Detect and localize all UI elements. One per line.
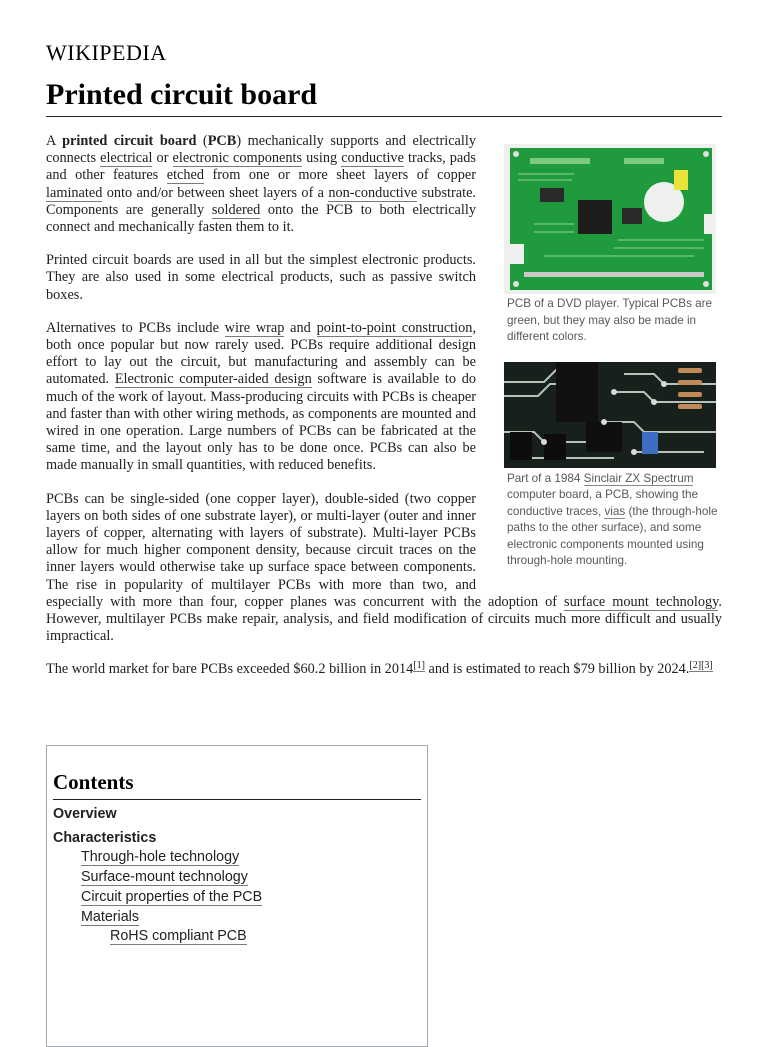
link-laminated[interactable]: laminated [46, 184, 103, 201]
title-divider [46, 116, 722, 117]
citation-link[interactable]: [3] [701, 659, 713, 671]
toc-item-rohs[interactable]: RoHS compliant PCB [110, 928, 247, 944]
citation-link[interactable]: [2] [689, 659, 702, 671]
link-electronic-cad[interactable]: Electronic computer-aided design [114, 371, 312, 388]
link-soldered[interactable]: soldered [211, 201, 261, 218]
figure-caption: PCB of a DVD player. Typical PCBs are green, but they may also be made in different colors. [507, 297, 713, 343]
figure-zx-spectrum [504, 362, 722, 570]
paragraph-alternatives: Alternatives to PCBs include wire wrap and point-to-point construction, both once popular but now rarely used. PCBs require additional design effort to lay out the circuit, but manufacturing and assembly can be automated. Electronic computer-aided design software is available to do much of the work of layout. Mass-producing circuits with PCBs is cheaper and faster than with other wiring methods, as components are mounted and wired in one operation. Large numbers of PCBs can be fabricated at the same time, and the layout only has to be done once. PCBs can also be made manually in small quantities, with reduced benefits. [46, 319, 477, 474]
paragraph-market: The world market for bare PCBs exceeded $60.2 billion in 2014[1] and is estimated to reach $79 billion by 2024.[2][3] [46, 659, 713, 678]
article-body [46, 133, 722, 695]
paragraph-intro: A printed circuit board (PCB) mechanically supports and electrically connects electrical or electronic components using conductive tracks, pads and other features etched from one or more sheet layers of copper laminated onto and/or between sheet layers of a non-conductive substrate. Components are generally soldered onto the PCB to both electrically connect and mechanically fasten them to it. [46, 133, 476, 236]
paragraph-layers: PCBs can be single-sided (one copper layer), double-sided (two copper layers on both sides of one substrate layer), or multi-layer (outer and inner layers of copper, alternating with layers of substrate). Multi-layer PCBs allow for much higher component density, because circuit traces on the inner layers would otherwise take up surface space between components. The rise in popularity of multilayer PCBs with more than two, and especially with more than four, copper planes was concurrent with the adoption of surface mount technology. However, multilayer PCBs make repair, analysis, and field modification of circuits much more difficult and usually impractical. [46, 490, 722, 645]
zx-spectrum-image[interactable] [504, 362, 716, 468]
dvd-pcb-image[interactable] [504, 144, 716, 294]
figure-dvd-pcb [504, 144, 722, 346]
link-electrical[interactable]: electrical [100, 150, 153, 167]
link-non-conductive[interactable]: non-conductive [328, 184, 418, 201]
toc-item-materials[interactable]: Materials [81, 909, 139, 925]
link-surface-mount-technology[interactable]: surface mount technology [564, 593, 719, 610]
toc-item-characteristics[interactable]: Characteristics [53, 830, 157, 846]
citation-1[interactable] [413, 660, 425, 672]
link-electronic-components[interactable]: electronic components [172, 150, 303, 167]
link-point-to-point-construction[interactable]: point-to-point construction [316, 319, 473, 336]
link-wire-wrap[interactable]: wire wrap [224, 319, 285, 336]
toc-item-circuit-properties[interactable]: Circuit properties of the PCB [81, 889, 263, 905]
paragraph-usage: Printed circuit boards are used in all but the simplest electronic products. They are also used in some electrical products, such as passive switch boxes. [46, 252, 476, 303]
citation-2[interactable] [689, 660, 701, 672]
link-etched[interactable]: etched [166, 167, 205, 184]
figure-caption: Part of a 1984 Sinclair ZX Spectrum computer board, a PCB, showing the conductive traces, vias (the through-hole paths to the other surface), and some electronic components mounted using through-hole mounting. [507, 471, 718, 567]
toc-divider [53, 799, 421, 800]
pcb-green-illustration [504, 144, 716, 294]
toc-item-through-hole[interactable]: Through-hole technology [81, 849, 240, 865]
page-title: Printed circuit board [46, 78, 318, 111]
bold-term: printed circuit board [62, 133, 197, 149]
wikipedia-wordmark[interactable]: WIKIPEDIA [46, 40, 167, 65]
link-sinclair-zx-spectrum[interactable]: Sinclair ZX Spectrum [583, 471, 694, 485]
bold-term: PCB [207, 133, 237, 149]
toc-item-overview[interactable]: Overview [53, 806, 117, 822]
citation-3[interactable] [701, 660, 713, 672]
link-conductive[interactable]: conductive [341, 150, 404, 167]
toc-title: Contents [53, 770, 134, 794]
toc-item-surface-mount[interactable]: Surface-mount technology [81, 869, 248, 885]
citation-link[interactable]: [1] [413, 659, 425, 671]
table-of-contents [46, 745, 428, 1047]
zx-board-illustration [504, 362, 716, 468]
link-vias[interactable]: vias [604, 504, 626, 518]
